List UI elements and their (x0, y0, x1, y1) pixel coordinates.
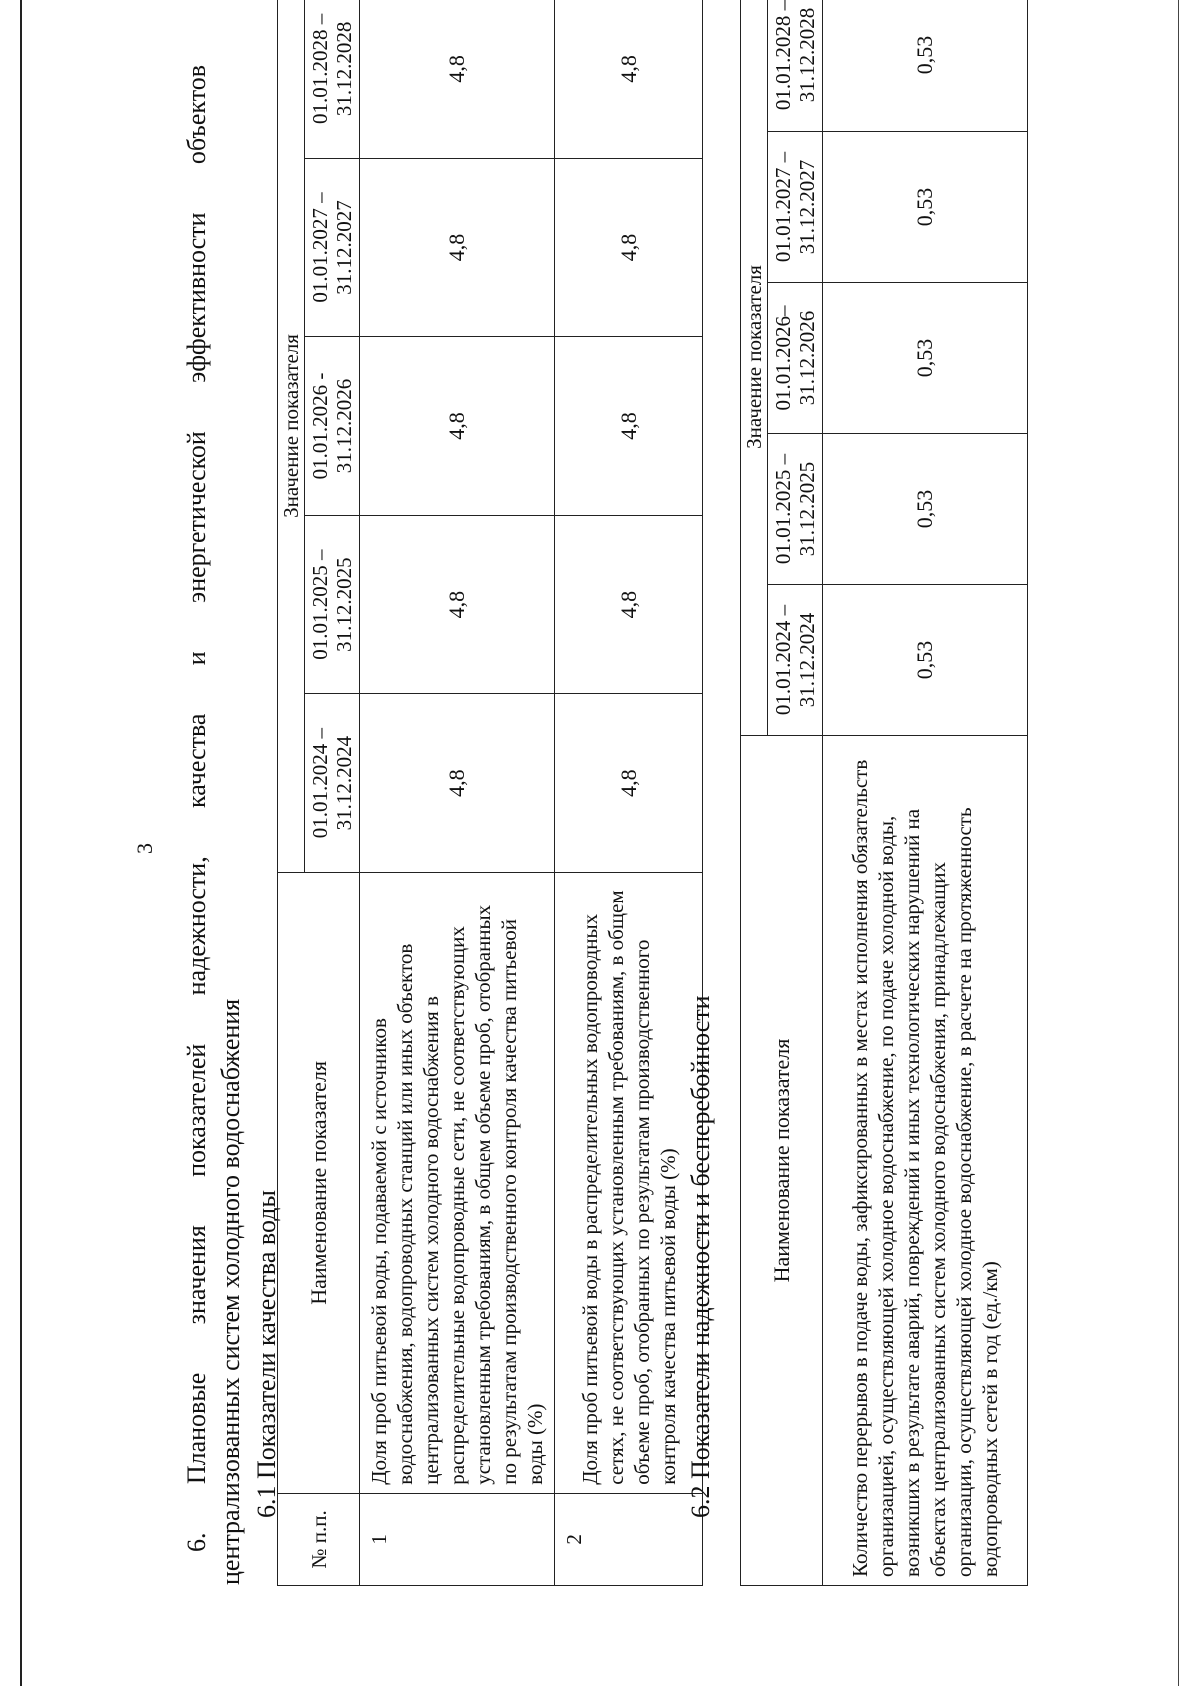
header-period: 01.01.2024 – 31.12.2024 (305, 694, 360, 873)
header-period: 01.01.2025 – 31.12.2025 (768, 434, 823, 585)
row-name: Доля проб питьевой воды, подаваемой с источников водоснабжения, водопроводных станций или иных объектов централизованных систем холодного водоснабжения в распределительные водопроводные сети, не соответствующих установленным требованиям, в общем объеме проб, отобранных по результатам производственного контроля качества питьевой воды (%) (360, 872, 555, 1493)
heading-word: надежности, (182, 856, 211, 996)
header-value-group: Значение показателя (741, 0, 768, 736)
section-heading (180, 65, 248, 1585)
heading-word: значения (182, 1225, 211, 1325)
header-indicator-name: Наименование показателя (741, 736, 823, 1586)
row-value: 4,8 (360, 158, 555, 337)
row-num: 2 (555, 1493, 703, 1585)
heading-line-1 (180, 65, 214, 1585)
heading-word: показателей (182, 1043, 211, 1177)
row-value: 4,8 (555, 158, 703, 337)
page-number: 3 (132, 843, 157, 854)
header-value-group: Значение показателя (278, 0, 305, 872)
row-value: 0,53 (823, 585, 1028, 736)
header-period: 01.01.2026 - 31.12.2026 (305, 337, 360, 516)
header-period: 01.01.2028 – 31.12.2028 (768, 0, 823, 132)
row-value: 0,53 (823, 434, 1028, 585)
row-num: 1 (360, 1493, 555, 1585)
header-indicator-name: Наименование показателя (278, 872, 360, 1493)
heading-word: 6. (182, 1532, 211, 1552)
header-period: 01.01.2024 – 31.12.2024 (768, 585, 823, 736)
row-value: 4,8 (555, 0, 703, 158)
subsection-title-reliability: 6.2 Показатели надежности и бесперебойности (686, 995, 715, 1518)
row-value: 0,53 (823, 132, 1028, 283)
heading-word: объектов (182, 65, 211, 165)
row-value: 4,8 (555, 515, 703, 694)
table-row (555, 0, 703, 1586)
row-name: Количество перерывов в подаче воды, зафиксированных в местах исполнения обязательств организацией, осуществляющей холодное водоснабжение, по подаче холодной воды, возникших в результате аварий, повреждений и иных технологических нарушений на объектах централизованных систем холодного водоснабжения, принадлежащих организации, осуществляющей холодное водоснабжение, в расчете на протяженность водопроводных сетей в год (ед./км) (823, 736, 1028, 1586)
header-period: 01.01.2028 – 31.12.2028 (305, 0, 360, 158)
header-period: 01.01.2027 – 31.12.2027 (305, 158, 360, 337)
heading-line-2: централизованных систем холодного водоснабжения (216, 998, 245, 1585)
heading-word: и (182, 651, 211, 666)
quality-table (277, 0, 703, 1586)
row-name: Доля проб питьевой воды в распределительных водопроводных сетях, не соответствующих установленным требованиям, в общем объеме проб, отобранных по результатам производственного контроля качества питьевой воды (%) (555, 872, 703, 1493)
header-num: № п.п. (278, 1493, 360, 1585)
reliability-table (740, 0, 1028, 1586)
header-period: 01.01.2027 – 31.12.2027 (768, 132, 823, 283)
heading-word: эффективности (182, 212, 211, 383)
row-value: 4,8 (555, 694, 703, 873)
heading-word: энергетической (182, 431, 211, 603)
row-value: 4,8 (360, 515, 555, 694)
table-row (823, 0, 1028, 1586)
row-value: 0,53 (823, 0, 1028, 132)
header-period: 01.01.2026– 31.12.2026 (768, 283, 823, 434)
row-value: 4,8 (360, 694, 555, 873)
heading-word: Плановые (182, 1372, 211, 1485)
heading-word: качества (182, 713, 211, 808)
subsection-title-quality: 6.1 Показатели качества воды (252, 1190, 281, 1518)
table-row (360, 0, 555, 1586)
row-value: 4,8 (360, 337, 555, 516)
header-period: 01.01.2025 – 31.12.2025 (305, 515, 360, 694)
row-value: 4,8 (555, 337, 703, 516)
row-value: 0,53 (823, 283, 1028, 434)
row-value: 4,8 (360, 0, 555, 158)
